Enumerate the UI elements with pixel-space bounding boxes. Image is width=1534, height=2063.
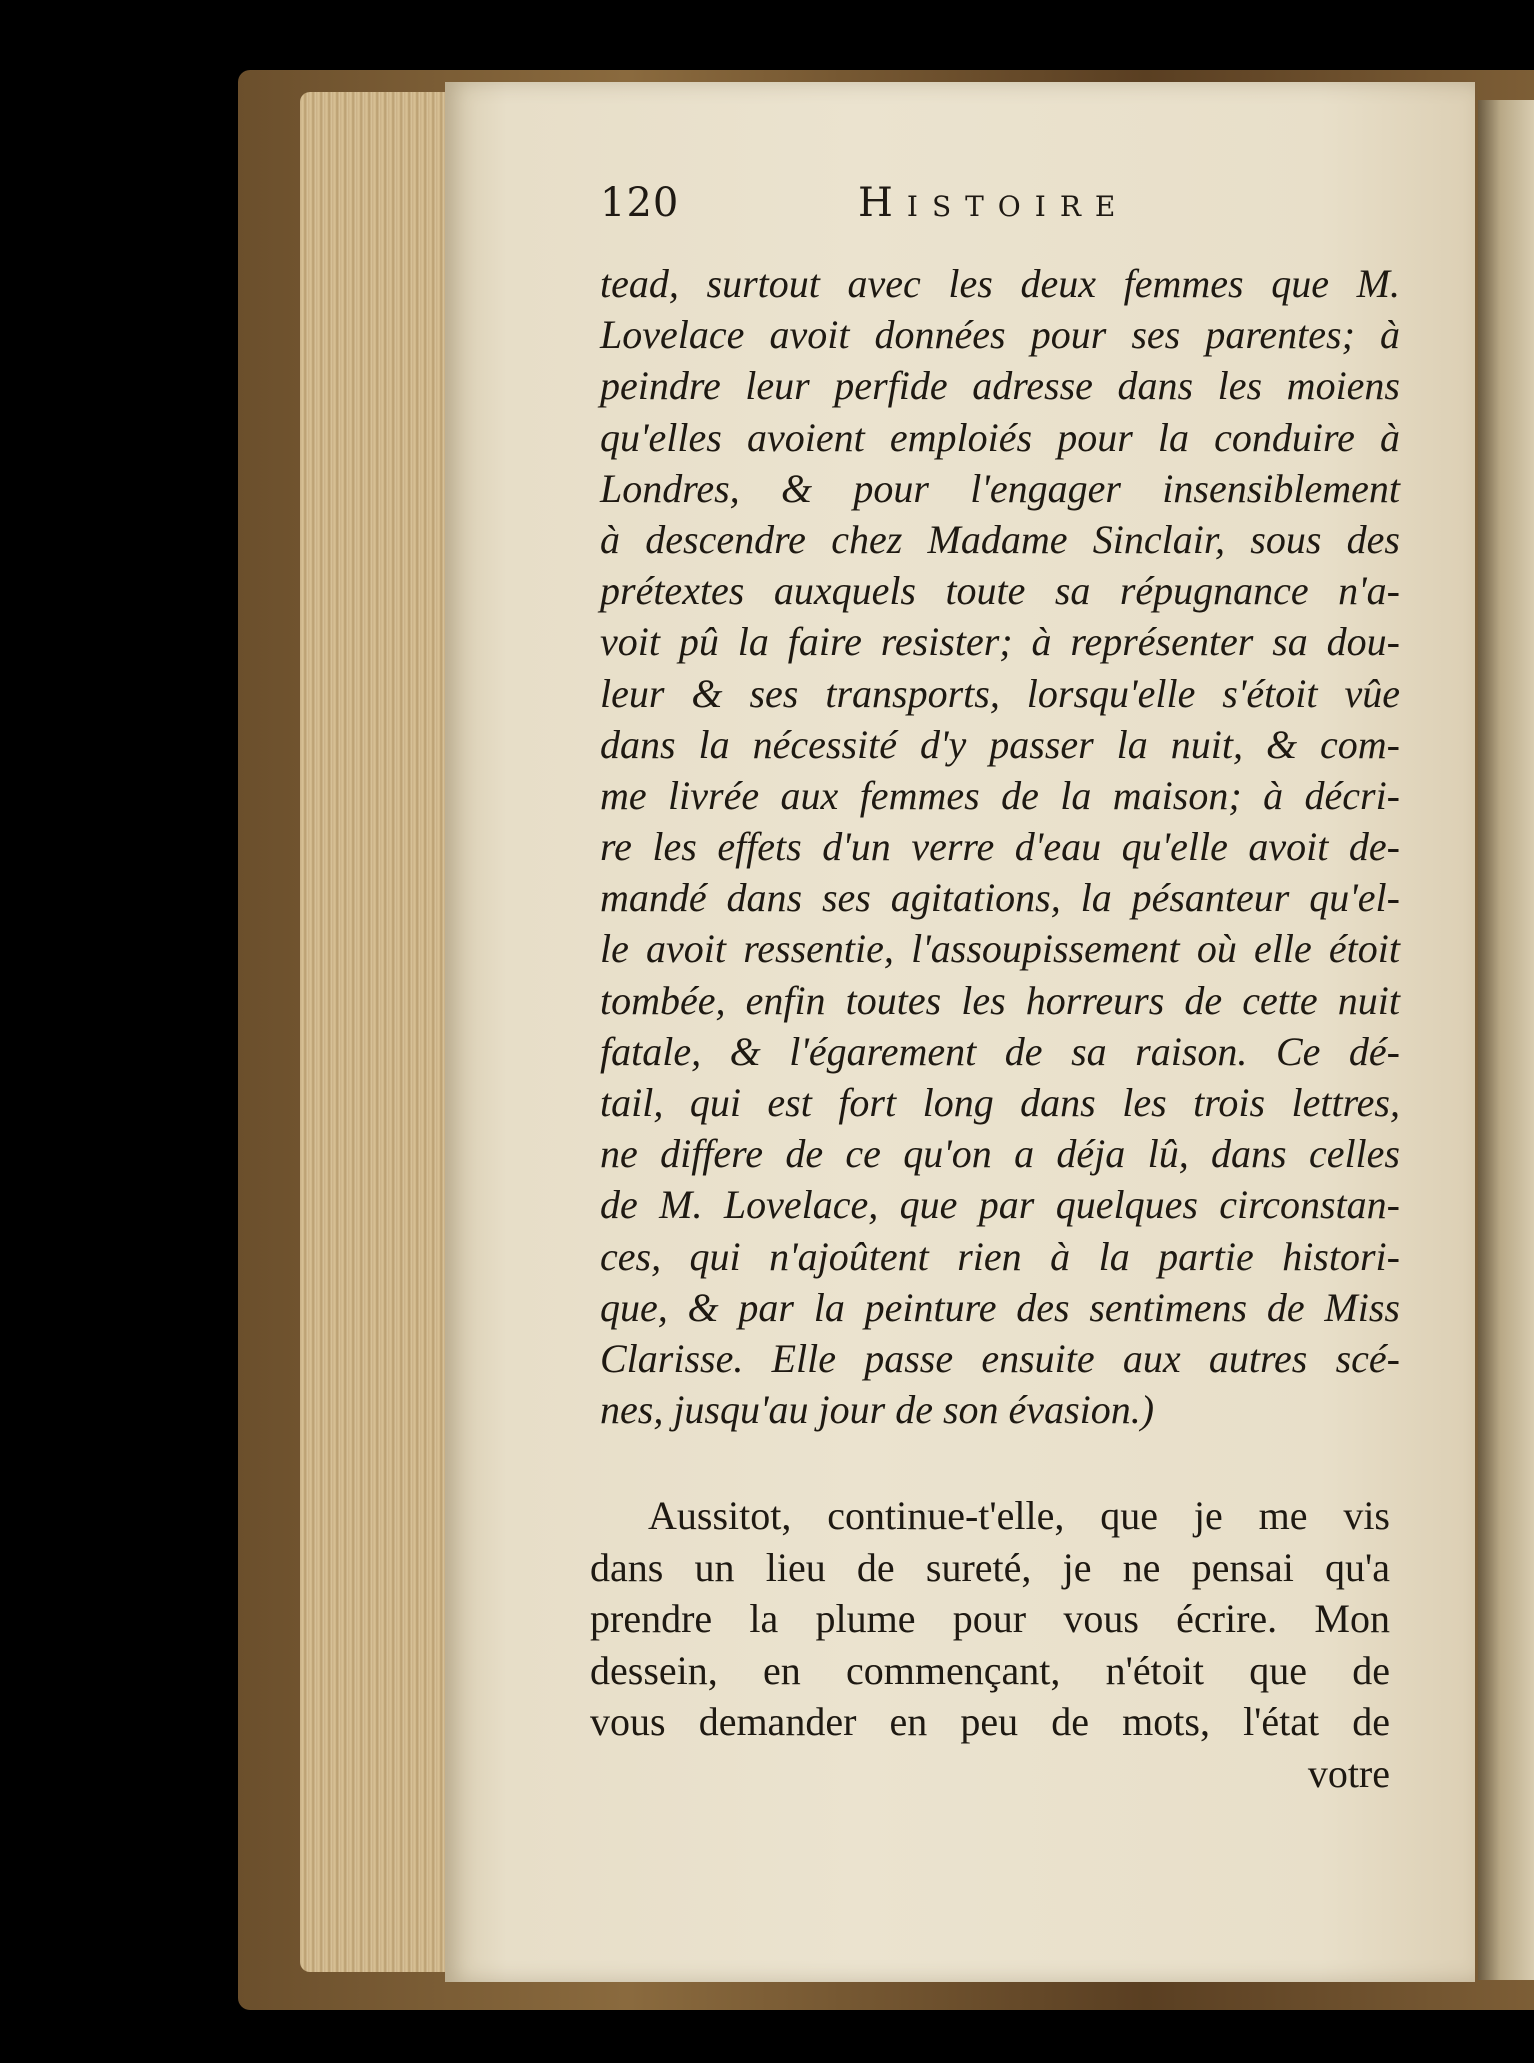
text-line: mandé dans ses agitations, la pésanteur qu'el- [600,875,1400,921]
text-line: dans un lieu de sureté, je ne pensai qu'a [590,1544,1390,1590]
text-line: Aussitot, continue-t'elle, que je me vis [648,1493,1390,1538]
text-line: qu'elles avoient emploiés pour la conduire à [600,414,1400,460]
running-head [600,180,1390,240]
text-line: tail, qui est fort long dans les trois lettres, [600,1080,1400,1125]
catchword: votre [1307,1750,1390,1796]
running-title: Histoire [858,180,1130,226]
text-line: dessein, en commençant, n'étoit que de [590,1647,1390,1693]
text-line: ne differe de ce qu'on a déja lû, dans celles [600,1131,1400,1177]
text-line: re les effets d'un verre d'eau qu'elle avoit de- [600,824,1400,870]
text-line: tead, surtout avec les deux femmes que M. [600,261,1400,306]
page-number: 120 [600,180,680,226]
text-line: prendre la plume pour vous écrire. Mon [590,1596,1390,1641]
text-line: à descendre chez Madame Sinclair, sous des [600,516,1400,562]
text-line: leur & ses transports, lorsqu'elle s'étoit vûe [600,670,1400,716]
text-line: peindre leur perfide adresse dans les moiens [600,363,1400,409]
text-line: que, & par la peinture des sentimens de Miss [600,1284,1400,1330]
text-line: fatale, & l'égarement de sa raison. Ce dé- [600,1028,1400,1074]
text-line: Clarisse. Elle passe ensuite aux autres scé- [600,1335,1400,1381]
facing-page-edge [1478,100,1534,1980]
roman-paragraph [590,1490,1390,1799]
text-line: voit pû la faire resister; à représenter sa dou- [600,619,1400,665]
text-line: me livrée aux femmes de la maison; à décri- [600,772,1400,818]
text-line: ces, qui n'ajoûtent rien à la partie histori- [600,1233,1400,1279]
text-line: de M. Lovelace, que par quelques circonstan- [600,1182,1400,1228]
page-edges [300,92,450,1972]
text-line: tombée, enfin toutes les horreurs de cette nuit [600,977,1400,1023]
text-line: Lovelace avoit données pour ses parentes; à [600,312,1400,358]
text-line: dans la nécessité d'y passer la nuit, & com- [600,721,1400,767]
italic-summary-paragraph [600,258,1400,1435]
text-line: prétextes auxquels toute sa répugnance n'a- [600,568,1400,614]
text-line: vous demander en peu de mots, l'état de [590,1699,1390,1744]
text-line: Londres, & pour l'engager insensiblement [600,465,1400,511]
text-line: le avoit ressentie, l'assoupissement où elle étoit [600,926,1400,972]
text-line: nes, jusqu'au jour de son évasion.) [600,1387,1155,1433]
